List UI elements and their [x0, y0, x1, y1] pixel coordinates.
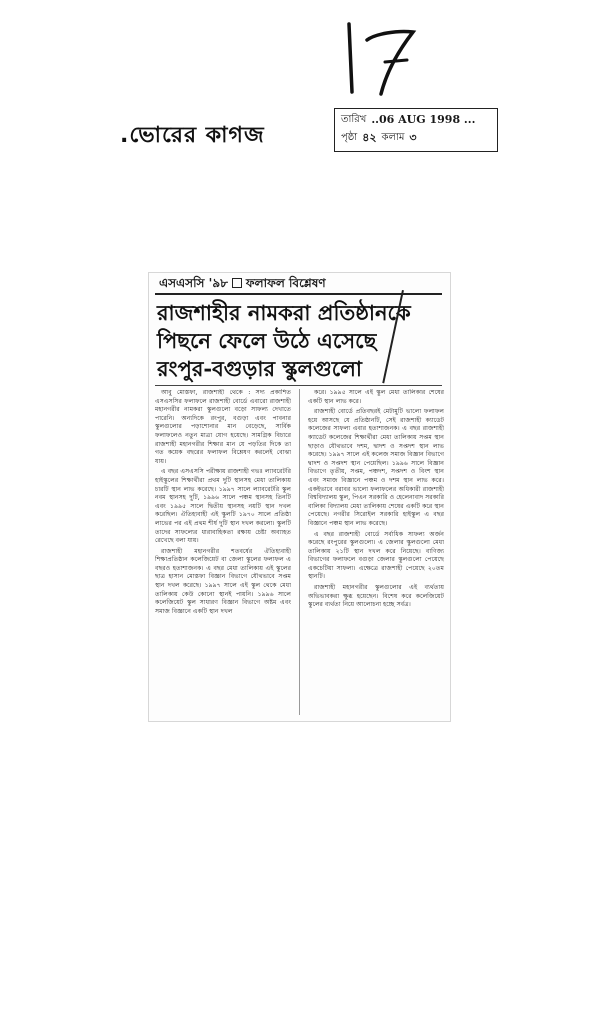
newspaper-name: .ভোরের কাগজ — [120, 123, 265, 148]
article-kicker — [159, 275, 326, 295]
headline-line-2: পিছনে ফেলে উঠে এসেছে — [157, 328, 377, 353]
handwritten-page-number — [335, 10, 425, 100]
col1-paragraph: আবু মোস্তফা, রাজশাহী থেকে : সদ্য প্রকাশিত এসএসসির ফলাফলে রাজশাহী বোর্ডে এবারো রাজশাহী মহানগরীর নামকরা স্কুলগুলো বড়ো সাফল্য দেখাতে পারেনি। অন্যদিকে রংপুর, বগুড়া এবং পাবনার স্কুলগুলোর পড়াশোনার মান বেড়েছে, সার্বিক ফলাফলেও নতুন মাত্রা যোগ হয়েছে। সামগ্রিক বিচারে রাজশাহী মহানগরীর শিক্ষার মান যে পড়তির দিকে তা গত কয়েক বছরের ফলাফল বিশ্লেষণ করলেই বোঝা যায়। — [155, 389, 291, 465]
article-headline — [157, 299, 445, 383]
col1-paragraph: রাজশাহী মহানগরীর শতবর্ষের ঐতিহ্যবাহী শিক্ষাপ্রতিষ্ঠান কলেজিয়েট বা জেলা স্কুলের ফলাফল এ বছরও হতাশাজনক। এ বছর মেধা তালিকায় এই স্কুলের ছাত্র হাসান মোস্তফা বিজ্ঞান বিভাগে যৌথভাবে সপ্তম স্থান দখল করেছে। ১৯৯৭ সালে এই স্কুল থেকে মেধা তালিকায় কেউ কোনো স্থানই পায়নি। ১৯৯৬ সালে কলেজিয়েট স্কুল সাধারণ বিজ্ঞান বিভাগে অষ্টম এবং সমাজ বিজ্ঞানে একটি স্থান দখল — [155, 547, 291, 615]
col2-paragraph: করে। ১৯৯৫ সালে এই স্কুল মেধা তালিকার শেষের একটি স্থান লাভ করে। — [308, 389, 444, 405]
column-divider — [299, 389, 300, 715]
kicker-left: এসএসসি '৯৮ — [159, 276, 228, 290]
stamp-page-label: পৃষ্ঠা — [341, 132, 358, 143]
headline-line-1: রাজশাহীর নামকরা প্রতিষ্ঠানকে — [157, 300, 411, 325]
kicker-rule — [155, 293, 442, 295]
newspaper-clipping — [148, 272, 451, 722]
col1-paragraph: এ বছর এসএসসি পরীক্ষায় রাজশাহী গভঃ ল্যাবরেটরি হাইস্কুলের শিক্ষার্থীরা প্রথম দুটি স্থানসহ মেধা তালিকায় চারটি স্থান লাভ করেছে। ১৯৯৭ সালে ল্যাবরেটরি স্কুল নবম স্থানসহ দুটি, ১৯৯৬ সালে পঞ্চম স্থানসহ তিনটি এবং ১৯৯৫ সালে দ্বিতীয় স্থানসহ নয়টি স্থান দখল করেছিল। ঐতিহ্যবাহী এই স্কুলটি ১৯৭০ সালে প্রতিষ্ঠা লাভের পর এই প্রথম শীর্ষ দুটি স্থান দখল করলো। স্কুলটি তাদের সাফল্যের ধারাবাহিকতা রক্ষায় চেষ্টা অব্যাহত রেখেছে বলা যায়। — [155, 468, 291, 545]
stamp-page-value: ৪২ — [362, 131, 377, 144]
headline-line-3: রংপুর-বগুড়ার স্কুলগুলো — [157, 356, 362, 381]
stamp-column-label: কলাম — [381, 132, 405, 143]
col2-paragraph: রাজশাহী মহানগরীর স্কুলগুলোর এই ব্যর্থতায় অভিভাবকরা ক্ষুব্ধ হয়েছেন। বিশেষ করে কলেজিয়েট স্কুলের ব্যর্থতা নিয়ে আলোচনা হচ্ছে সর্বত্র। — [308, 584, 444, 609]
kicker-square-icon — [232, 278, 242, 288]
article-body — [155, 389, 444, 715]
stamp-column-value: ৩ — [409, 131, 417, 144]
article-column-2 — [308, 389, 444, 715]
col2-paragraph: এ বছর রাজশাহী বোর্ডে সর্বাধিক সাফল্য অর্জন করেছে রংপুরের স্কুলগুলো। এ জেলার স্কুলগুলো মেধা তালিকায় ২১টি স্থান দখল করে নিয়েছে। বাণিজ্য বিভাগের ফলাফলে বগুড়া জেলার স্কুলগুলো পেয়েছে একচেটিয়া সাফল্য। এক্ষেত্রে রাজশাহী পেয়েছে ২০তম স্থানটি। — [308, 530, 444, 581]
headline-rule — [155, 385, 442, 386]
stamp-date-label: তারিখ — [341, 114, 367, 125]
col2-paragraph: রাজশাহী বোর্ডে প্রতিবছরই মেটামুটি ভালো ফলাফল হয়ে আসছে যে প্রতিষ্ঠানটি, সেই রাজশাহী ক্যাডেট কলেজের সাফল্য এবার হতাশাজনক। এ বছর রাজশাহী ক্যাডেট কলেজের শিক্ষার্থীরা মেধা তালিকায় সপ্তম স্থান ছাড়াও যৌথভাবে দশম, দ্বাদশ ও সপ্তদশ স্থান লাভ করেছে। ১৯৯৭ সালে এই কলেজ সমাজ বিজ্ঞান বিভাগে দ্বাদশ ও সপ্তদশ স্থান পেয়েছিল। ১৯৯৬ সালে বিজ্ঞান বিভাগে তৃতীয়, সপ্তম, পঞ্চদশ, সপ্তদশ ও বিংশ স্থান এবং সমাজ বিজ্ঞানে পঞ্চম ও দশম স্থান লাভ করে। একইভাবে বরাবর ভালো ফলাফলের অধিকারী রাজশাহী বিশ্ববিদ্যালয় স্কুল, পিএন সরকারি ও হেলেনাবাদ সরকারি বালিকা বিদ্যালয় মেধা তালিকায় শেষের একটি করে স্থান পেয়েছে। নগরীর সিরোইল সরকারি হাইস্কুল এ বছর বিজ্ঞানে পঞ্চম স্থান লাভ করেছে। — [308, 408, 444, 527]
date-stamp — [334, 108, 498, 152]
article-column-1 — [155, 389, 291, 715]
kicker-right: ফলাফল বিশ্লেষণ — [245, 276, 326, 290]
stamp-date-value: ..06 AUG 1998 ... — [371, 113, 476, 126]
